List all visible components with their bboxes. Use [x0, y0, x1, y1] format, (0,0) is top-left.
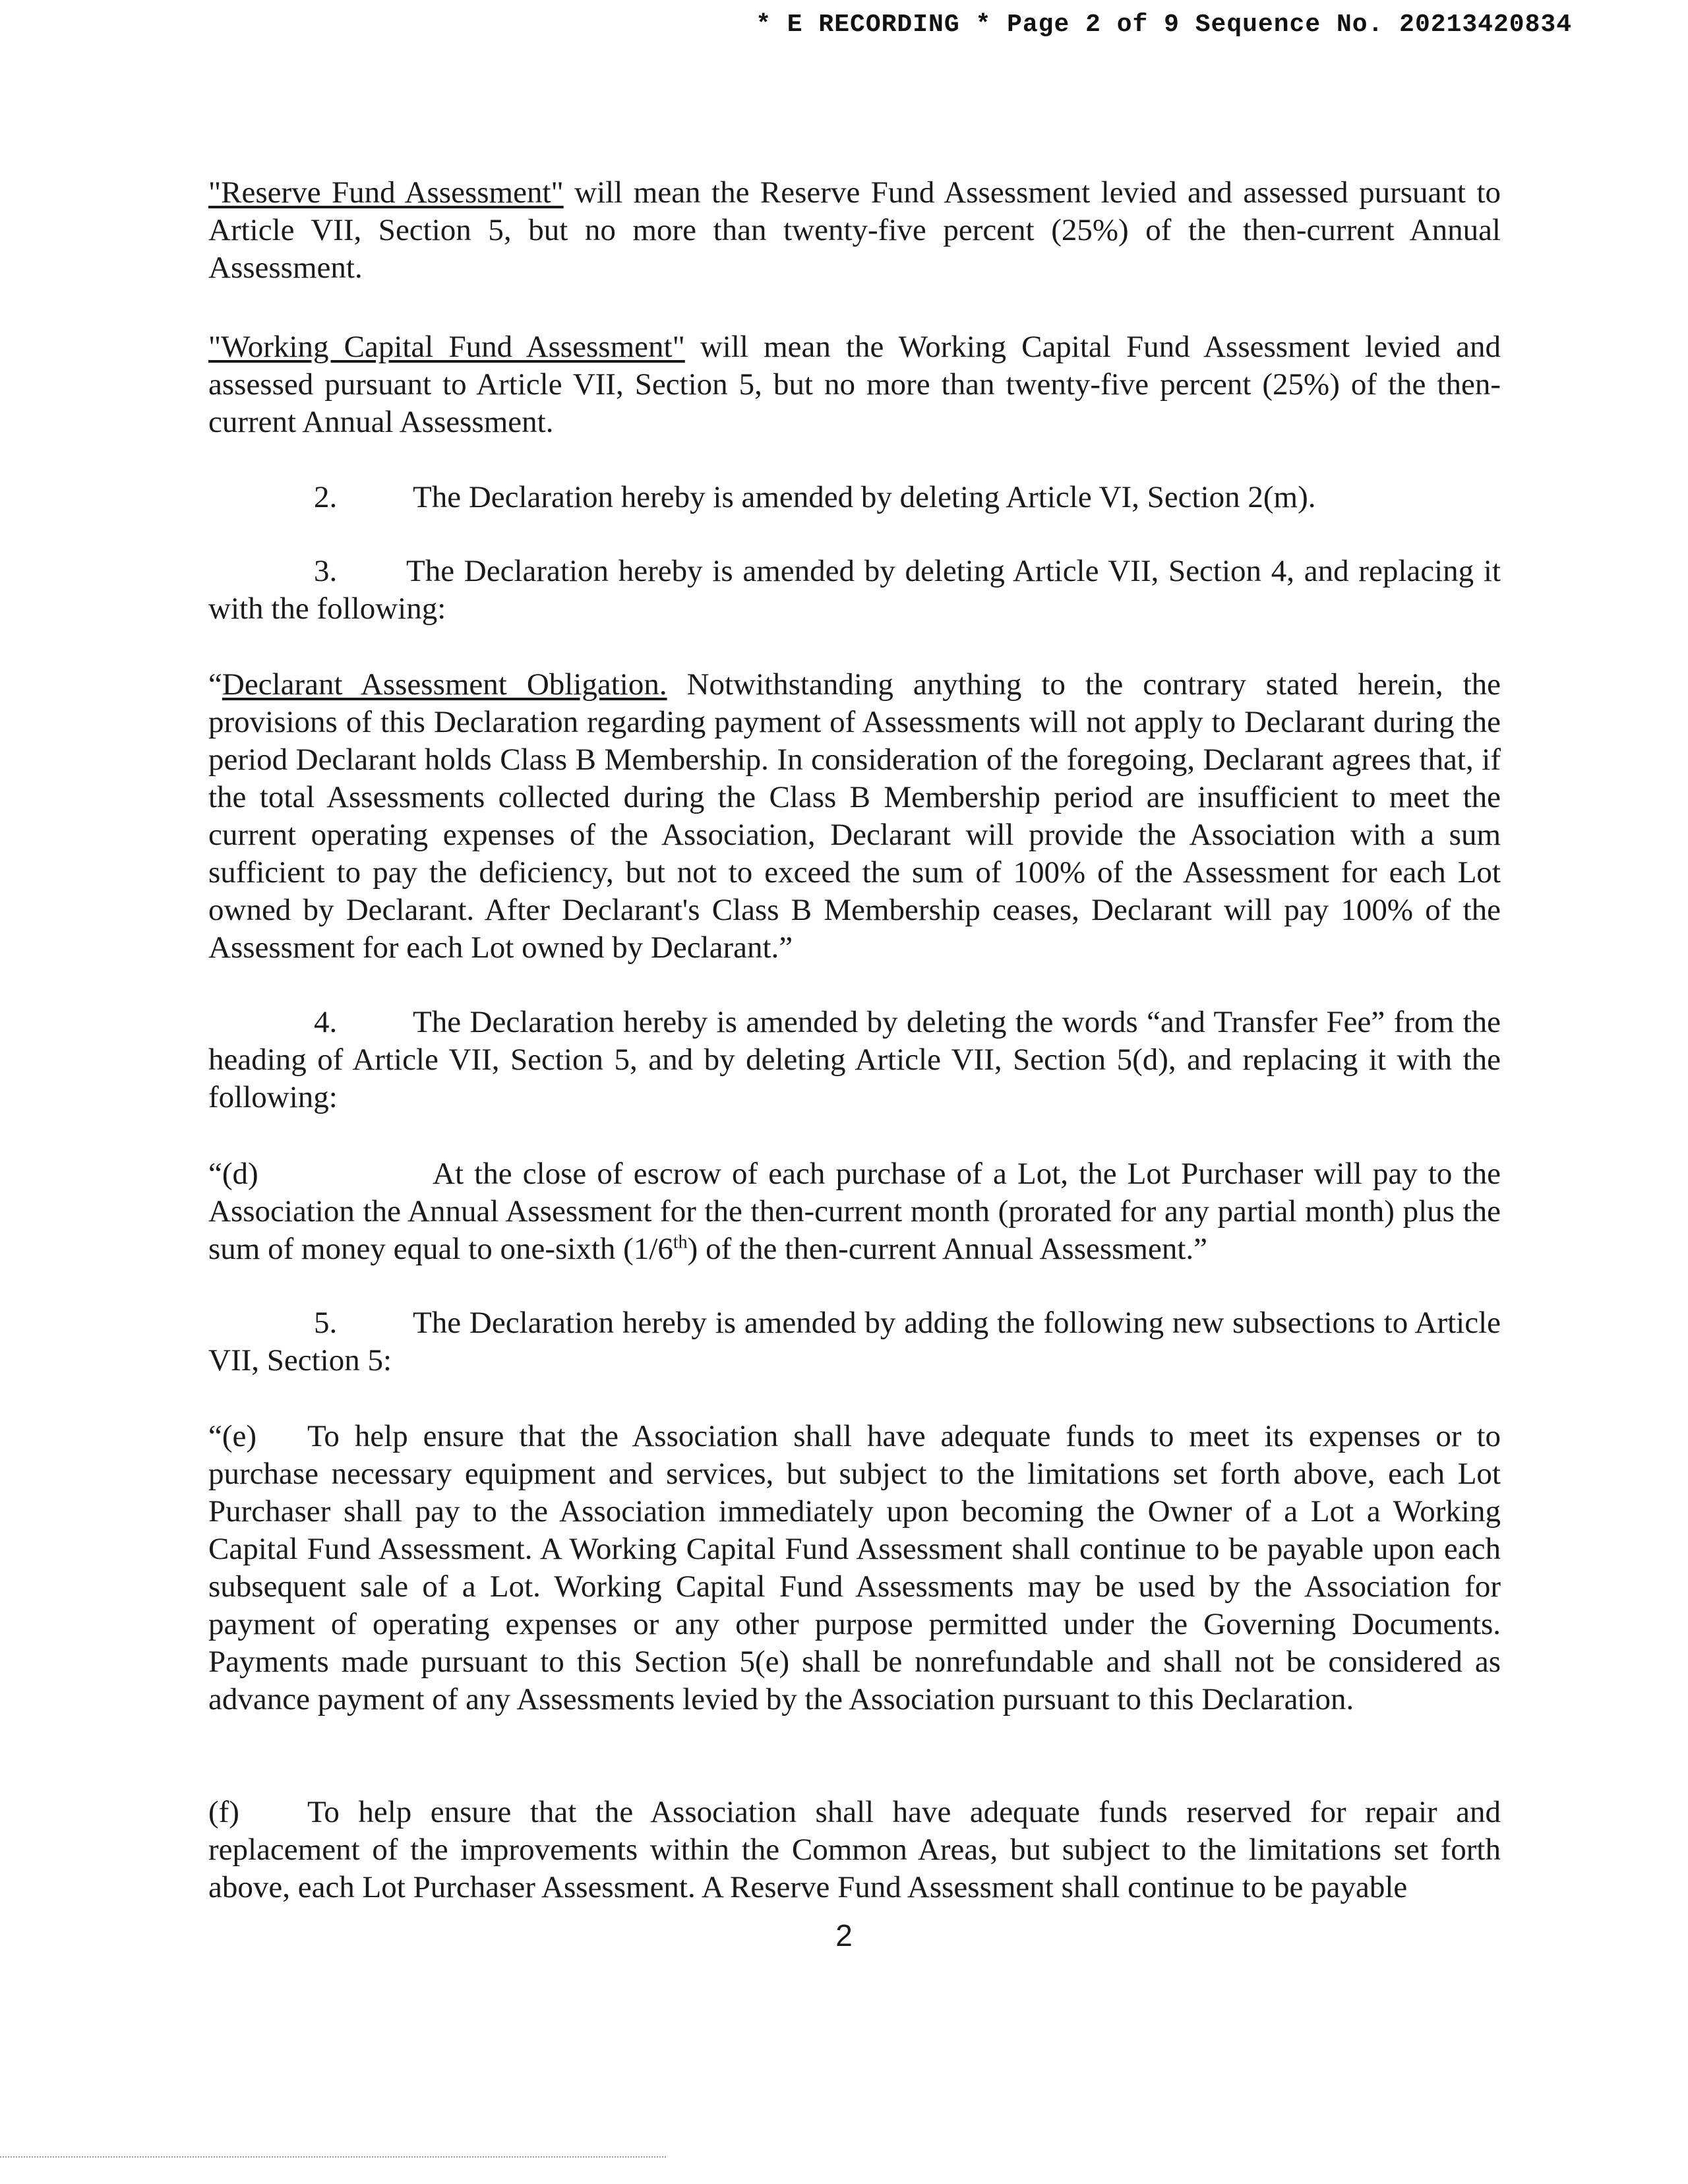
item-3-number: 3.	[314, 554, 338, 588]
amendment-item-3	[208, 553, 1501, 628]
item-3-text: The Declaration hereby is amended by deleting Article VII, Section 4, and replacing it with the following:	[208, 554, 1501, 626]
declarant-open-quote: “	[208, 667, 222, 702]
item-5-text: The Declaration hereby is amended by adding the following new subsections to Article VII, Section 5:	[208, 1306, 1501, 1378]
reserve-fund-definition	[208, 174, 1501, 287]
item-2-number: 2.	[314, 480, 338, 514]
item-4-text: The Declaration hereby is amended by deleting the words “and Transfer Fee” from the heading of Article VII, Section 5, and by deleting Article VII, Section 5(d), and replacing it with the following:	[208, 1005, 1501, 1114]
subsection-d	[208, 1155, 1501, 1268]
subsection-e-label: “(e)	[208, 1419, 257, 1453]
subsection-d-superscript: th	[673, 1232, 688, 1253]
working-capital-text: will mean the Working Capital Fund Assessment levied and assessed pursuant to Article VII, Section 5, but no more than twenty-five percent (25%) of the then-current Annual Assessment.	[208, 330, 1501, 439]
item-2-text: The Declaration hereby is amended by deleting Article VI, Section 2(m).	[413, 480, 1316, 514]
item-4-number: 4.	[314, 1005, 338, 1039]
subsection-d-label: “(d)	[208, 1157, 258, 1191]
scan-edge-divider	[0, 2156, 666, 2158]
subsection-d-text-after: ) of the then-current Annual Assessment.”	[687, 1232, 1208, 1266]
item-5-number: 5.	[314, 1306, 338, 1340]
amendment-item-2	[208, 479, 1501, 516]
reserve-fund-text: will mean the Reserve Fund Assessment levied and assessed pursuant to Article VII, Section 5, but no more than twenty-five percent (25%) of the then-current Annual Assessment.	[208, 175, 1501, 285]
declarant-assessment-obligation	[208, 666, 1501, 967]
recording-header: * E RECORDING * Page 2 of 9 Sequence No. 20213420834	[756, 11, 1572, 39]
subsection-f-text: To help ensure that the Association shall have adequate funds reserved for repair and replacement of the improvements within the Common Areas, but subject to the limitations set forth above, each Lot Purchaser Assessment. A Reserve Fund Assessment shall continue to be payable	[208, 1795, 1501, 1904]
working-capital-definition	[208, 328, 1501, 441]
amendment-item-5	[208, 1304, 1501, 1380]
reserve-fund-term: "Reserve Fund Assessment"	[208, 175, 564, 210]
declarant-term: Declarant Assessment Obligation.	[222, 667, 667, 702]
subsection-e-text: To help ensure that the Association shall have adequate funds to meet its expenses or to purchase necessary equipment and services, but subject to the limitations set forth above, each Lot Purchaser shall pay to the Association immediately upon becoming the Owner of a Lot a Working Capital Fund Assessment. A Working Capital Fund Assessment shall continue to be payable upon each subsequent sale of a Lot. Working Capital Fund Assessments may be used by the Association for payment of operating expenses or any other purpose permitted under the Governing Documents. Payments made pursuant to this Section 5(e) shall be nonrefundable and shall not be considered as advance payment of any Assessments levied by the Association pursuant to this Declaration.	[208, 1419, 1501, 1716]
page-number: 2	[835, 1918, 853, 1953]
working-capital-term: "Working Capital Fund Assessment"	[208, 330, 685, 364]
subsection-e	[208, 1418, 1501, 1718]
declarant-text: Notwithstanding anything to the contrary stated herein, the provisions of this Declaration regarding payment of Assessments will not apply to Declarant during the period Declarant holds Class B Membership. In consideration of the foregoing, Declarant agrees that, if the total Assessments collected during the Class B Membership period are insufficient to meet the current operating expenses of the Association, Declarant will provide the Association with a sum sufficient to pay the deficiency, but not to exceed the sum of 100% of the Assessment for each Lot owned by Declarant. After Declarant's Class B Membership ceases, Declarant will pay 100% of the Assessment for each Lot owned by Declarant.”	[208, 667, 1501, 965]
subsection-f-label: (f)	[208, 1795, 239, 1829]
subsection-f	[208, 1794, 1501, 1906]
amendment-item-4	[208, 1004, 1501, 1116]
subsection-d-text-before: At the close of escrow of each purchase of a Lot, the Lot Purchaser will pay to the Association the Annual Assessment for the then-current month (prorated for any partial month) plus the sum of money equal to one-sixth (1/6	[208, 1157, 1501, 1266]
